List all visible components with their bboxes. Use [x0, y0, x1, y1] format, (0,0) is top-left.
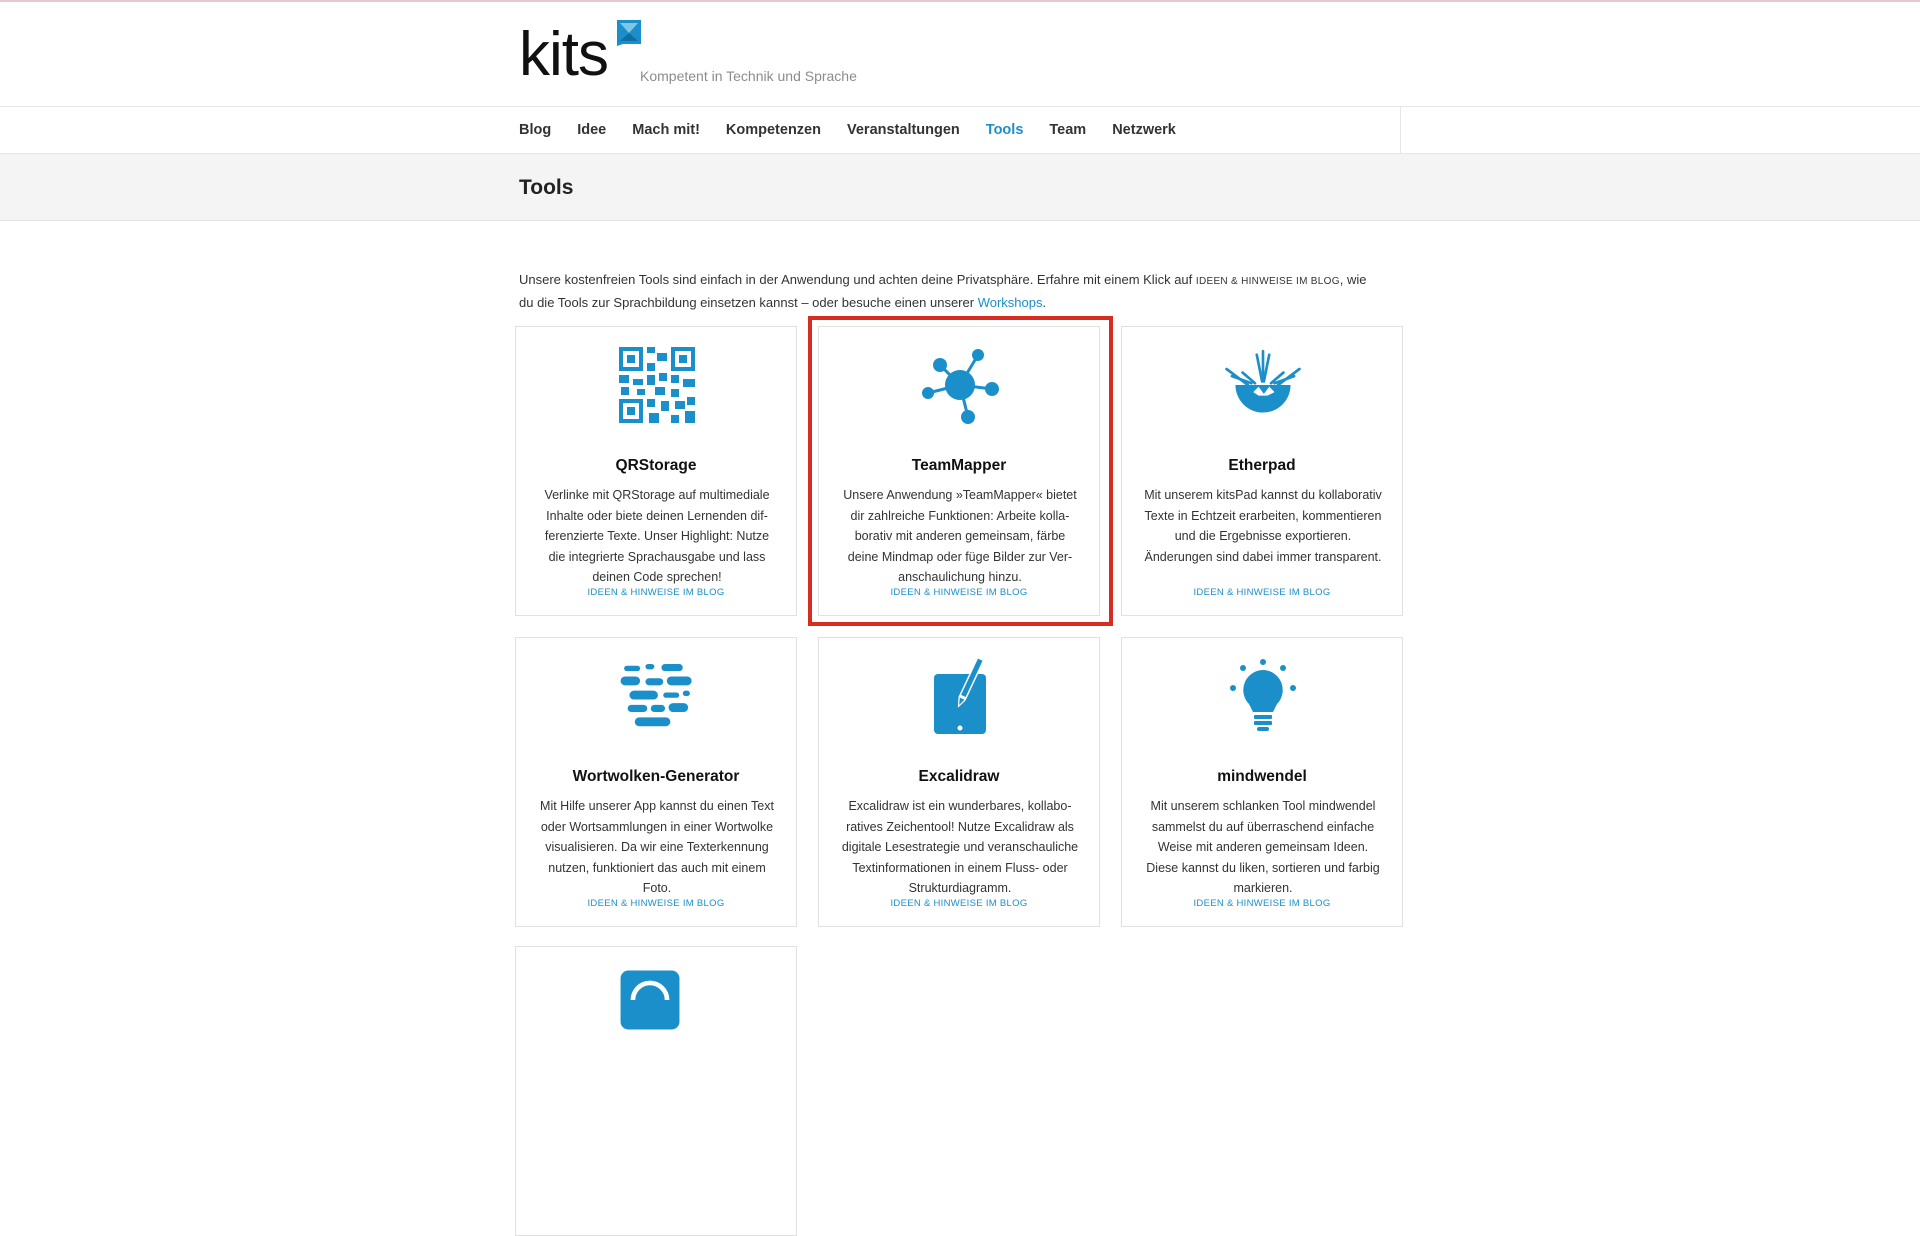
word-cloud-icon	[617, 656, 697, 736]
tool-card-etherpad[interactable]	[1121, 326, 1403, 616]
card-blog-link[interactable]: IDEEN & HINWEISE IM BLOG	[587, 898, 725, 909]
card-blog-link[interactable]: IDEEN & HINWEISE IM BLOG	[890, 898, 1028, 909]
card-title: Excalidraw	[918, 768, 1000, 785]
nav-item-idee[interactable]: Idee	[577, 122, 607, 138]
card-title: Etherpad	[1228, 457, 1296, 474]
main-navigation	[0, 107, 1920, 154]
tool-card-wortwolken-generator[interactable]	[515, 637, 797, 927]
card-description: Verlinke mit QRStorage auf multimediale Inhalte oder biete deinen Lernenden differenzierte Texte. Unser Highlight: Nutze die integrierte Sprachausgabe und lass deinen Code sprechen!	[544, 488, 770, 584]
tool-logo-icon	[619, 969, 681, 1031]
card-blog-link[interactable]: IDEEN & HINWEISE IM BLOG	[587, 587, 725, 598]
site-logo[interactable]	[519, 20, 644, 89]
card-description: Excalidraw ist ein wunderbares, kollaboratives Zeichentool! Nutze Excalidraw als digitale Lesestrategie und veranschauliche Textinformationen in einem Fluss- oder Strukturdiagramm.	[841, 799, 1079, 895]
tool-card-mindwendel[interactable]	[1121, 637, 1403, 927]
card-blog-link[interactable]: IDEEN & HINWEISE IM BLOG	[890, 587, 1028, 598]
page-title-bar	[0, 154, 1920, 221]
card-blog-link[interactable]: IDEEN & HINWEISE IM BLOG	[1193, 898, 1331, 909]
card-title: Wortwolken-Generator	[572, 768, 740, 785]
nav-item-netzwerk[interactable]: Netzwerk	[1112, 122, 1176, 138]
nav-item-mach-mit[interactable]: Mach mit!	[632, 122, 700, 138]
logo-flag-icon	[617, 20, 641, 46]
intro-part-1: Unsere kostenfreien Tools sind einfach in der Anwendung und achten deine Privatsphäre. Erfahre mit einem Klick auf	[519, 272, 1196, 287]
lightbulb-icon	[1223, 656, 1303, 736]
nav-item-team[interactable]: Team	[1049, 122, 1087, 138]
site-header	[0, 2, 1920, 107]
tool-card-partial[interactable]	[515, 946, 797, 1236]
nav-item-tools[interactable]: Tools	[985, 122, 1024, 138]
network-icon	[920, 345, 1000, 425]
page-title: Tools	[519, 176, 574, 199]
workshops-link[interactable]: Workshops	[977, 295, 1043, 310]
card-description: Unsere Anwendung »TeamMapper« bietet dir zahlreiche Funktionen: Arbeite kollaborativ mit anderen gemeinsam, färbe deine Mindmap oder füge Bilder zur Veranschaulichung hinzu.	[843, 488, 1077, 584]
etherpad-icon	[1223, 345, 1303, 425]
nav-item-veranstaltungen[interactable]: Veranstaltungen	[846, 122, 960, 138]
nav-item-kompetenzen[interactable]: Kompetenzen	[725, 122, 821, 138]
card-blog-link[interactable]: IDEEN & HINWEISE IM BLOG	[1193, 587, 1331, 598]
card-description: Mit unserem schlanken Tool mindwendel sammelst du auf überraschend einfache Weise mit anderen gemeinsam Ideen. Diese kannst du liken, sortieren und farbig markieren.	[1146, 799, 1380, 895]
site-tagline: Kompetent in Technik und Sprache	[640, 68, 857, 84]
intro-text	[519, 269, 1379, 313]
nav-divider	[1400, 107, 1401, 153]
intro-smallcaps: IDEEN & HINWEISE IM BLOG	[1195, 276, 1340, 287]
intro-part-2: , wie du die Tools zur Sprachbildung einsetzen kannst – oder besuche einen unserer	[519, 272, 1367, 310]
card-description: Mit Hilfe unserer App kannst du einen Text oder Wortsammlungen in einer Wortwolke visualisieren. Da wir eine Texterkennung nutzen, funktioniert das auch mit einem Foto.	[540, 799, 774, 895]
tool-card-excalidraw[interactable]	[818, 637, 1100, 927]
logo-text: kits	[519, 20, 608, 89]
tool-card-teammapper[interactable]	[818, 326, 1100, 616]
qr-code-icon	[617, 345, 697, 425]
tool-card-qrstorage[interactable]	[515, 326, 797, 616]
card-title: TeamMapper	[911, 457, 1007, 474]
card-title: mindwendel	[1217, 768, 1307, 785]
intro-part-3: .	[1042, 295, 1047, 310]
card-title: QRStorage	[615, 457, 697, 474]
tablet-pen-icon	[920, 656, 1000, 736]
nav-item-blog[interactable]: Blog	[519, 122, 552, 138]
card-description: Mit unserem kitsPad kannst du kollaborativ Texte in Echtzeit erarbeiten, kommentieren und die Ergebnisse exportieren. Änderungen sind dabei immer transparent.	[1144, 488, 1382, 564]
